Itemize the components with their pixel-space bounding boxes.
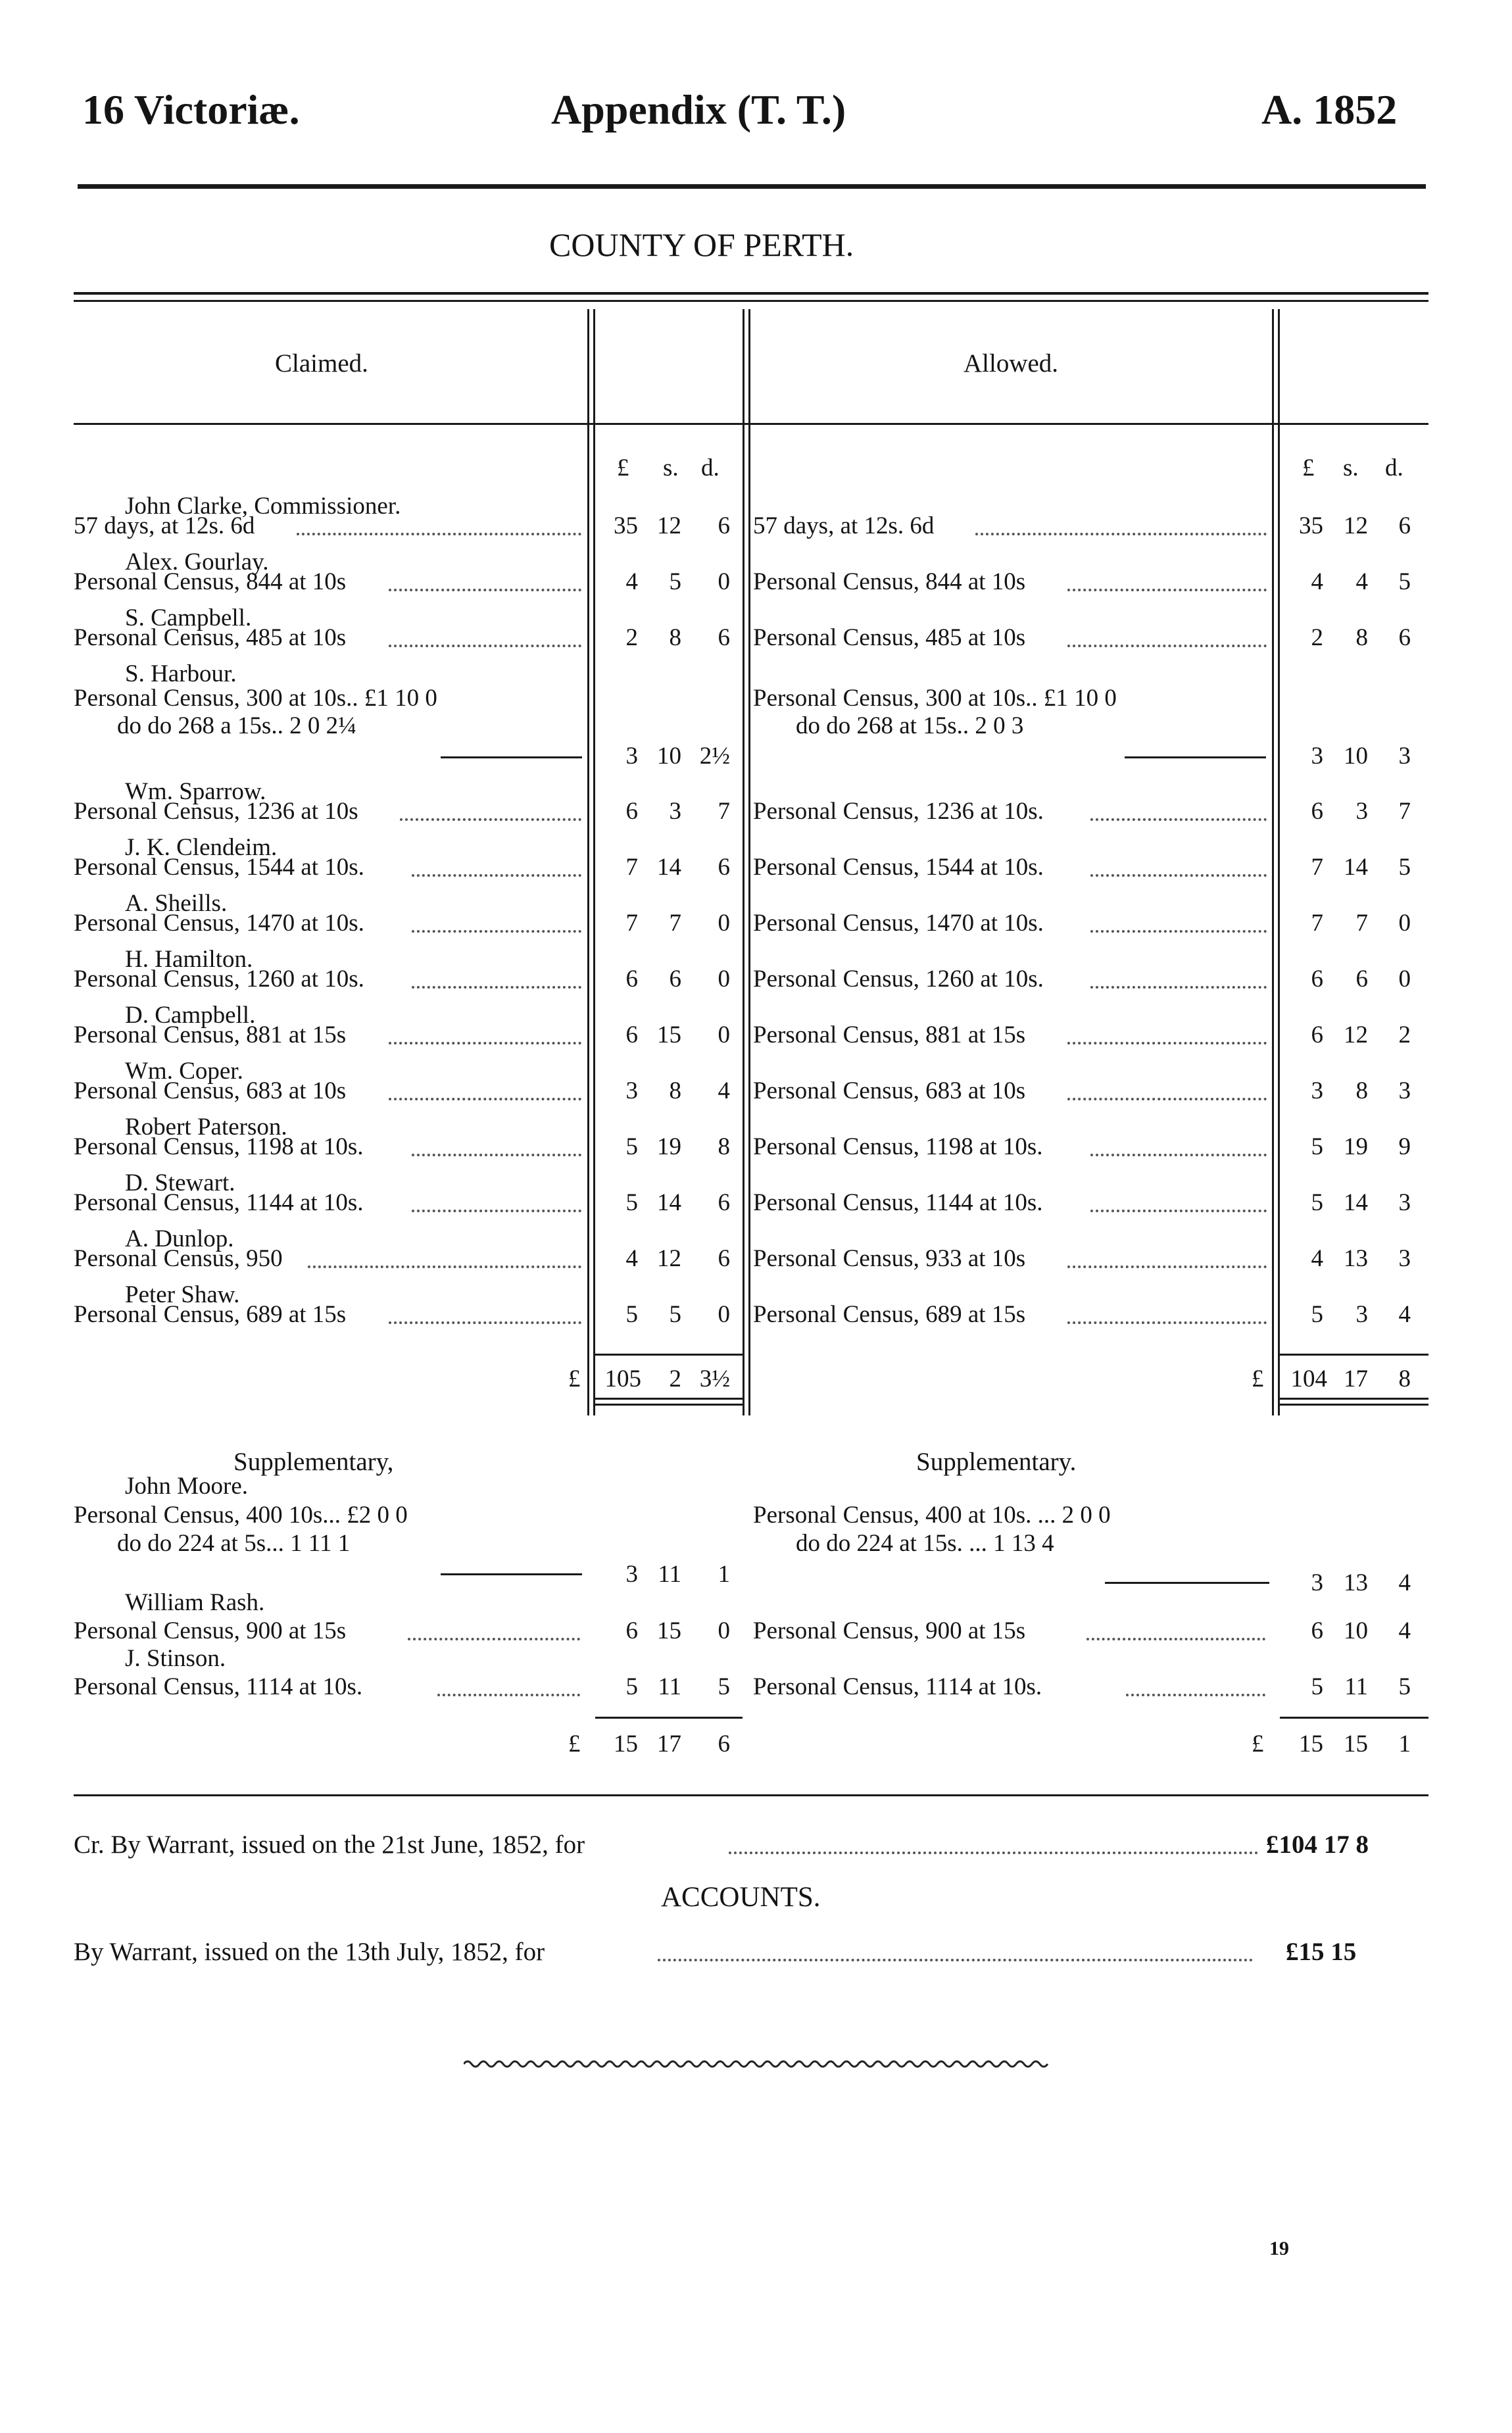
rash-left-pounds: 6	[625, 1617, 638, 1644]
total-left-shillings: 2	[669, 1365, 681, 1392]
ornamental-wavy-rule	[464, 2057, 1049, 2071]
claimed-entry: Personal Census, 881 at 15s	[74, 1021, 347, 1048]
allowed-amount-shillings: 7	[1355, 910, 1368, 937]
allowed-amount-pounds: 3	[1311, 1077, 1323, 1104]
claimed-amount-pence: 7	[718, 798, 730, 825]
allowed-entry: Personal Census, 881 at 15s	[753, 1021, 1026, 1048]
supp-total-pound-sign-left: £	[568, 1731, 581, 1757]
allowed-entry: Personal Census, 1198 at 10s.	[753, 1133, 1043, 1160]
allowed-leader	[1067, 1266, 1267, 1268]
allowed-leader	[1090, 874, 1267, 877]
total-double-rule-right-1	[1280, 1398, 1428, 1400]
claimed-amount-shillings: 12	[657, 1245, 681, 1272]
allowed-amount-shillings: 8	[1355, 1077, 1368, 1104]
allowed-entry: 57 days, at 12s. 6d	[753, 512, 935, 539]
claimed-leader	[389, 1098, 582, 1100]
claimed-entry: Personal Census, 1260 at 10s.	[74, 966, 364, 993]
claimed-amount-shillings: 8	[669, 624, 681, 651]
allowed-amount-shillings: 12	[1344, 512, 1368, 539]
harbour-right-line1: Personal Census, 300 at 10s.. £1 10 0	[753, 685, 1117, 712]
moore-left-shillings: 11	[658, 1561, 681, 1588]
claimed-amount-shillings: 6	[669, 966, 681, 993]
allowed-amount-pence: 4	[1398, 1301, 1411, 1328]
allowed-amount-pence: 3	[1398, 1245, 1411, 1272]
entry-name: S. Campbell.	[125, 604, 252, 631]
claimed-amount-pounds: 35	[614, 512, 638, 539]
claimed-amount-pounds: 5	[625, 1301, 638, 1328]
entry-name: Wm. Sparrow.	[125, 778, 266, 805]
entry-name: H. Hamilton.	[125, 946, 253, 973]
rash-left-entry: Personal Census, 900 at 15s	[74, 1617, 347, 1644]
column-head-rule	[74, 423, 1428, 425]
vrule-3a	[1272, 309, 1274, 1415]
stinson-left-pence: 5	[718, 1673, 730, 1700]
warrant-by-line: By Warrant, issued on the 13th July, 1852, for	[74, 1938, 545, 1966]
rash-right-entry: Personal Census, 900 at 15s	[753, 1617, 1026, 1644]
name-rash: William Rash.	[125, 1589, 265, 1616]
claimed-amount-pence: 0	[718, 910, 730, 937]
allowed-heading: Allowed.	[963, 349, 1059, 378]
allowed-amount-shillings: 14	[1344, 1189, 1368, 1216]
rash-right-shillings: 10	[1344, 1617, 1368, 1644]
harbour-left-line2: do do 268 a 15s.. 2 0 2¼	[117, 712, 356, 739]
allowed-amount-shillings: 12	[1344, 1021, 1368, 1048]
claimed-amount-pence: 0	[718, 966, 730, 993]
stinson-right-pounds: 5	[1311, 1673, 1323, 1700]
harbour-left-line1: Personal Census, 300 at 10s.. £1 10 0	[74, 685, 437, 712]
allowed-amount-shillings: 8	[1355, 624, 1368, 651]
rash-right-pounds: 6	[1311, 1617, 1323, 1644]
entry-name: A. Sheills.	[125, 890, 228, 917]
moore-right-line1: Personal Census, 400 at 10s. ... 2 0 0	[753, 1502, 1111, 1529]
page-title: COUNTY OF PERTH.	[549, 226, 854, 263]
supp-total-right-pence: 1	[1398, 1731, 1411, 1757]
claimed-amount-shillings: 3	[669, 798, 681, 825]
total-rule-right	[1280, 1354, 1428, 1356]
total-right-shillings: 17	[1344, 1365, 1368, 1392]
harbour-right-pounds: 3	[1311, 743, 1323, 770]
stinson-right-leader	[1126, 1694, 1265, 1696]
allowed-entry: Personal Census, 683 at 10s	[753, 1077, 1026, 1104]
claimed-amount-shillings: 14	[657, 1189, 681, 1216]
claimed-leader	[389, 1042, 582, 1044]
supp-total-rule-left	[595, 1717, 743, 1719]
running-head-center: Appendix (T. T.)	[551, 86, 846, 133]
total-rule-left	[595, 1354, 743, 1356]
claimed-entry: Personal Census, 1198 at 10s.	[74, 1133, 364, 1160]
supp-total-left-pounds: 15	[614, 1731, 638, 1757]
claimed-leader	[400, 818, 581, 821]
harbour-left-pounds: 3	[625, 743, 638, 770]
moore-right-shillings: 13	[1344, 1569, 1368, 1596]
allowed-entry: Personal Census, 1260 at 10s.	[753, 966, 1044, 993]
harbour-left-shillings: 10	[657, 743, 681, 770]
claimed-amount-shillings: 12	[657, 512, 681, 539]
allowed-amount-shillings: 14	[1344, 854, 1368, 881]
allowed-entry: Personal Census, 689 at 15s	[753, 1301, 1026, 1328]
table-top-rule	[74, 292, 1428, 295]
stinson-right-shillings: 11	[1344, 1673, 1368, 1700]
allowed-amount-pounds: 5	[1311, 1189, 1323, 1216]
entry-name: J. K. Clendeim.	[125, 834, 278, 861]
allowed-entry: Personal Census, 485 at 10s	[753, 624, 1026, 651]
claimed-amount-shillings: 15	[657, 1021, 681, 1048]
moore-left-pounds: 3	[625, 1561, 638, 1588]
claimed-amount-pence: 6	[718, 1245, 730, 1272]
allowed-amount-pounds: 5	[1311, 1301, 1323, 1328]
claimed-amount-pounds: 4	[625, 568, 638, 595]
allowed-amount-pounds: 5	[1311, 1133, 1323, 1160]
harbour-right-line2: do do 268 at 15s.. 2 0 3	[796, 712, 1024, 739]
entry-name: S. Harbour.	[125, 660, 237, 687]
allowed-leader	[1090, 986, 1267, 989]
allowed-leader	[1090, 818, 1267, 821]
allowed-amount-pounds: 6	[1311, 966, 1323, 993]
allowed-amount-pounds: 4	[1311, 1245, 1323, 1272]
vrule-1a	[587, 309, 589, 1415]
supp-total-left-shillings: 17	[657, 1731, 681, 1757]
allowed-amount-pence: 7	[1398, 798, 1411, 825]
harbour-left-subrule	[441, 756, 582, 758]
allowed-amount-pence: 6	[1398, 624, 1411, 651]
supp-total-pound-sign-right: £	[1252, 1731, 1264, 1757]
claimed-leader	[412, 930, 582, 933]
allowed-amount-pence: 3	[1398, 1077, 1411, 1104]
allowed-amount-pence: 2	[1398, 1021, 1411, 1048]
rash-left-leader	[408, 1638, 580, 1640]
entry-name: Wm. Coper.	[125, 1058, 243, 1085]
pence-head-left: d.	[701, 455, 719, 481]
name-stinson: J. Stinson.	[125, 1645, 226, 1672]
vrule-2b	[748, 309, 750, 1415]
allowed-entry: Personal Census, 1144 at 10s.	[753, 1189, 1043, 1216]
supp-total-right-shillings: 15	[1344, 1731, 1368, 1757]
total-left-pounds: 105	[604, 1365, 641, 1392]
allowed-leader	[1067, 589, 1267, 591]
claimed-leader	[389, 1321, 582, 1324]
allowed-amount-shillings: 19	[1344, 1133, 1368, 1160]
rash-left-pence: 0	[718, 1617, 730, 1644]
claimed-entry: Personal Census, 1470 at 10s.	[74, 910, 364, 937]
entry-name: D. Stewart.	[125, 1169, 235, 1196]
name-moore: John Moore.	[125, 1473, 249, 1500]
table-top-rule-2	[74, 300, 1428, 302]
entry-name: Alex. Gourlay.	[125, 549, 269, 576]
allowed-amount-shillings: 6	[1355, 966, 1368, 993]
claimed-entry: Personal Census, 1144 at 10s.	[74, 1189, 364, 1216]
claimed-amount-pounds: 7	[625, 854, 638, 881]
total-double-rule-right-2	[1280, 1404, 1428, 1406]
supplementary-heading-right: Supplementary.	[916, 1448, 1077, 1476]
harbour-right-subrule	[1125, 756, 1266, 758]
moore-left-subrule	[441, 1573, 582, 1575]
allowed-amount-pence: 0	[1398, 910, 1411, 937]
claimed-leader	[308, 1266, 581, 1268]
stinson-right-entry: Personal Census, 1114 at 10s.	[753, 1673, 1042, 1700]
claimed-amount-shillings: 5	[669, 1301, 681, 1328]
entry-name: John Clarke, Commissioner.	[125, 493, 401, 520]
claimed-amount-pounds: 7	[625, 910, 638, 937]
supplementary-heading-left: Supplementary,	[233, 1448, 394, 1476]
claimed-amount-pence: 0	[718, 1021, 730, 1048]
stinson-left-leader	[437, 1694, 580, 1696]
warrant-cr-amount: £104 17 8	[1266, 1831, 1369, 1859]
claimed-heading: Claimed.	[275, 349, 368, 378]
total-double-rule-left-1	[595, 1398, 743, 1400]
header-rule	[78, 184, 1426, 189]
warrant-cr-leader	[729, 1852, 1258, 1854]
claimed-amount-shillings: 8	[669, 1077, 681, 1104]
entry-name: D. Campbell.	[125, 1002, 256, 1029]
allowed-amount-pounds: 7	[1311, 854, 1323, 881]
vrule-2a	[743, 309, 744, 1415]
total-left-pence: 3½	[699, 1365, 730, 1392]
claimed-amount-pounds: 3	[625, 1077, 638, 1104]
supp-total-left-pence: 6	[718, 1731, 730, 1757]
claimed-entry: Personal Census, 950	[74, 1245, 283, 1272]
harbour-right-pence: 3	[1398, 743, 1411, 770]
entry-name: Peter Shaw.	[125, 1281, 240, 1308]
moore-right-line2: do do 224 at 15s. ... 1 13 4	[796, 1530, 1054, 1557]
running-head-left: 16 Victoriæ.	[82, 86, 300, 133]
claimed-leader	[412, 986, 582, 989]
pence-head-right: d.	[1385, 455, 1403, 481]
claimed-amount-pounds: 5	[625, 1189, 638, 1216]
allowed-entry: Personal Census, 844 at 10s	[753, 568, 1026, 595]
allowed-leader	[1067, 645, 1267, 647]
claimed-entry: Personal Census, 683 at 10s	[74, 1077, 347, 1104]
claimed-amount-pence: 8	[718, 1133, 730, 1160]
pound-head-right: £	[1302, 455, 1315, 481]
claimed-leader	[389, 589, 582, 591]
allowed-amount-pence: 5	[1398, 854, 1411, 881]
warrant-by-leader	[658, 1959, 1253, 1961]
claimed-amount-shillings: 5	[669, 568, 681, 595]
harbour-left-pence: 2½	[699, 743, 730, 770]
claimed-amount-shillings: 19	[657, 1133, 681, 1160]
total-pound-sign-right: £	[1252, 1365, 1264, 1392]
claimed-amount-shillings: 14	[657, 854, 681, 881]
claimed-entry: Personal Census, 485 at 10s	[74, 624, 347, 651]
allowed-entry: Personal Census, 933 at 10s	[753, 1245, 1026, 1272]
claimed-amount-pounds: 4	[625, 1245, 638, 1272]
allowed-amount-pounds: 2	[1311, 624, 1323, 651]
warrant-by-amount: £15 15	[1286, 1938, 1357, 1966]
claimed-amount-pence: 6	[718, 854, 730, 881]
allowed-leader	[1067, 1042, 1267, 1044]
allowed-amount-pounds: 6	[1311, 1021, 1323, 1048]
allowed-amount-pounds: 4	[1311, 568, 1323, 595]
claimed-amount-pounds: 2	[625, 624, 638, 651]
stinson-left-pounds: 5	[625, 1673, 638, 1700]
allowed-entry: Personal Census, 1236 at 10s.	[753, 798, 1044, 825]
supp-total-right-pounds: 15	[1299, 1731, 1323, 1757]
moore-left-line2: do do 224 at 5s... 1 11 1	[117, 1530, 351, 1557]
table-bottom-rule	[74, 1794, 1428, 1796]
allowed-leader	[1067, 1321, 1267, 1324]
claimed-amount-pence: 6	[718, 1189, 730, 1216]
allowed-leader	[1067, 1098, 1267, 1100]
allowed-leader	[1090, 1154, 1267, 1156]
rash-left-shillings: 15	[657, 1617, 681, 1644]
vrule-3b	[1278, 309, 1280, 1415]
claimed-amount-pence: 0	[718, 568, 730, 595]
allowed-entry: Personal Census, 1544 at 10s.	[753, 854, 1044, 881]
total-pound-sign-left: £	[568, 1365, 581, 1392]
claimed-entry: Personal Census, 844 at 10s	[74, 568, 347, 595]
allowed-amount-pence: 9	[1398, 1133, 1411, 1160]
claimed-leader	[297, 533, 582, 535]
allowed-amount-pence: 0	[1398, 966, 1411, 993]
claimed-amount-pounds: 6	[625, 966, 638, 993]
claimed-amount-pounds: 6	[625, 1021, 638, 1048]
shilling-head-left: s.	[663, 455, 679, 481]
moore-left-pence: 1	[718, 1561, 730, 1588]
pound-head-left: £	[617, 455, 629, 481]
page-number: 19	[1269, 2238, 1289, 2259]
harbour-right-shillings: 10	[1344, 743, 1368, 770]
claimed-amount-pence: 4	[718, 1077, 730, 1104]
total-right-pounds: 104	[1290, 1365, 1327, 1392]
claimed-amount-pounds: 5	[625, 1133, 638, 1160]
moore-left-line1: Personal Census, 400 10s... £2 0 0	[74, 1502, 408, 1529]
allowed-leader	[975, 533, 1267, 535]
stinson-left-entry: Personal Census, 1114 at 10s.	[74, 1673, 363, 1700]
allowed-leader	[1090, 1210, 1267, 1212]
moore-right-pounds: 3	[1311, 1569, 1323, 1596]
claimed-leader	[412, 1210, 582, 1212]
claimed-leader	[389, 645, 582, 647]
entry-name: Robert Paterson.	[125, 1114, 287, 1141]
claimed-amount-shillings: 7	[669, 910, 681, 937]
supp-total-rule-right	[1280, 1717, 1428, 1719]
allowed-amount-shillings: 13	[1344, 1245, 1368, 1272]
allowed-amount-shillings: 3	[1355, 798, 1368, 825]
rash-right-pence: 4	[1398, 1617, 1411, 1644]
allowed-amount-pounds: 7	[1311, 910, 1323, 937]
claimed-entry: 57 days, at 12s. 6d	[74, 512, 255, 539]
claimed-amount-pence: 0	[718, 1301, 730, 1328]
claimed-entry: Personal Census, 1544 at 10s.	[74, 854, 364, 881]
claimed-amount-pence: 6	[718, 512, 730, 539]
allowed-amount-pounds: 35	[1299, 512, 1323, 539]
allowed-leader	[1090, 930, 1267, 933]
moore-right-subrule	[1105, 1582, 1269, 1584]
claimed-amount-pence: 6	[718, 624, 730, 651]
warrant-cr-line: Cr. By Warrant, issued on the 21st June, 1852, for	[74, 1831, 585, 1859]
allowed-amount-pence: 3	[1398, 1189, 1411, 1216]
stinson-left-shillings: 11	[658, 1673, 681, 1700]
accounts-heading: ACCOUNTS.	[661, 1882, 821, 1913]
shilling-head-right: s.	[1343, 455, 1359, 481]
allowed-amount-pounds: 6	[1311, 798, 1323, 825]
claimed-entry: Personal Census, 689 at 15s	[74, 1301, 347, 1328]
claimed-entry: Personal Census, 1236 at 10s	[74, 798, 358, 825]
rash-right-leader	[1086, 1638, 1265, 1640]
total-double-rule-left-2	[595, 1404, 743, 1406]
claimed-leader	[412, 874, 582, 877]
allowed-amount-pence: 5	[1398, 568, 1411, 595]
claimed-amount-pounds: 6	[625, 798, 638, 825]
claimed-leader	[412, 1154, 582, 1156]
vrule-1b	[593, 309, 595, 1415]
allowed-amount-pence: 6	[1398, 512, 1411, 539]
allowed-amount-shillings: 4	[1355, 568, 1368, 595]
allowed-amount-shillings: 3	[1355, 1301, 1368, 1328]
stinson-right-pence: 5	[1398, 1673, 1411, 1700]
allowed-entry: Personal Census, 1470 at 10s.	[753, 910, 1044, 937]
entry-name: A. Dunlop.	[125, 1225, 234, 1252]
total-right-pence: 8	[1398, 1365, 1411, 1392]
moore-right-pence: 4	[1398, 1569, 1411, 1596]
running-head-right: A. 1852	[1261, 86, 1398, 133]
